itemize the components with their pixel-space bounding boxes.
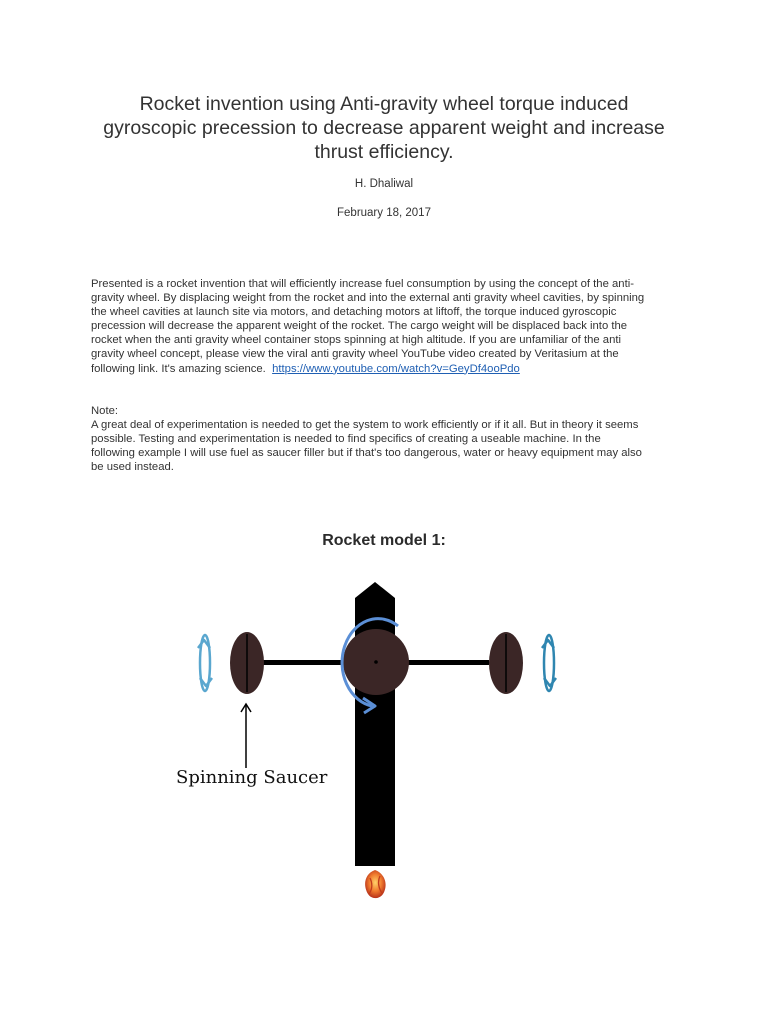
abstract-last-text: following link. It's amazing science.	[91, 362, 266, 375]
abstract-line: precession will decrease the apparent weight of the rocket. The cargo weight will be displaced back into the	[91, 320, 628, 333]
center-wheel	[343, 629, 409, 695]
publication-date: February 18, 2017	[337, 207, 431, 219]
abstract-last-line	[91, 362, 691, 376]
document-title	[40, 92, 728, 164]
abstract-line: the wheel cavities at launch site via motors, and detaching motors at liftoff, the torque induced gyroscopic	[91, 306, 617, 319]
rocket-model-heading: Rocket model 1:	[322, 532, 446, 549]
youtube-video-link[interactable]: https://www.youtube.com/watch?v=GeyDf4ooPdo	[272, 362, 520, 375]
left-spinning-saucer	[230, 632, 264, 694]
note-line: following example I will use fuel as saucer filler but if that's too dangerous, water or heavy equipment may also	[91, 447, 642, 460]
rocket-diagram	[120, 568, 680, 908]
note-line: be used instead.	[91, 461, 174, 474]
left-rotation-arrow-icon	[198, 635, 212, 691]
title-line-2: gyroscopic precession to decrease apparent weight and increase	[103, 117, 665, 139]
title-line-3: thrust efficiency.	[314, 141, 454, 163]
rocket-flame-icon	[365, 870, 385, 898]
note-heading: Note:	[91, 405, 119, 417]
spinning-saucer-label: Spinning Saucer	[176, 767, 328, 788]
abstract-paragraph	[91, 277, 691, 376]
abstract-line: gravity wheel. By displacing weight from the rocket and into the external anti gravity wheel cavities, by spinning	[91, 292, 645, 305]
note-line: possible. Testing and experimentation is needed to find specifics of creating a useable machine. In the	[91, 433, 601, 446]
abstract-line: gravity wheel concept, please view the viral anti gravity wheel YouTube video created by Veritasium at the	[91, 348, 619, 361]
saucer-pointer-arrow	[241, 704, 251, 768]
title-line-1: Rocket invention using Anti-gravity wheel torque induced	[139, 93, 629, 115]
abstract-line: Presented is a rocket invention that will efficiently increase fuel consumption by using the concept of the anti-	[91, 278, 634, 290]
right-rotation-arrow-icon	[542, 635, 556, 691]
author: H. Dhaliwal	[354, 178, 414, 190]
right-spinning-saucer	[489, 632, 523, 694]
note-line: A great deal of experimentation is needed to get the system to work efficiently or if it all. But in theory it seems	[91, 419, 639, 432]
note-paragraph	[91, 404, 691, 474]
abstract-line: rocket when the anti gravity wheel container stops spinning at high altitude. If you are unfamiliar of the anti	[91, 334, 622, 347]
